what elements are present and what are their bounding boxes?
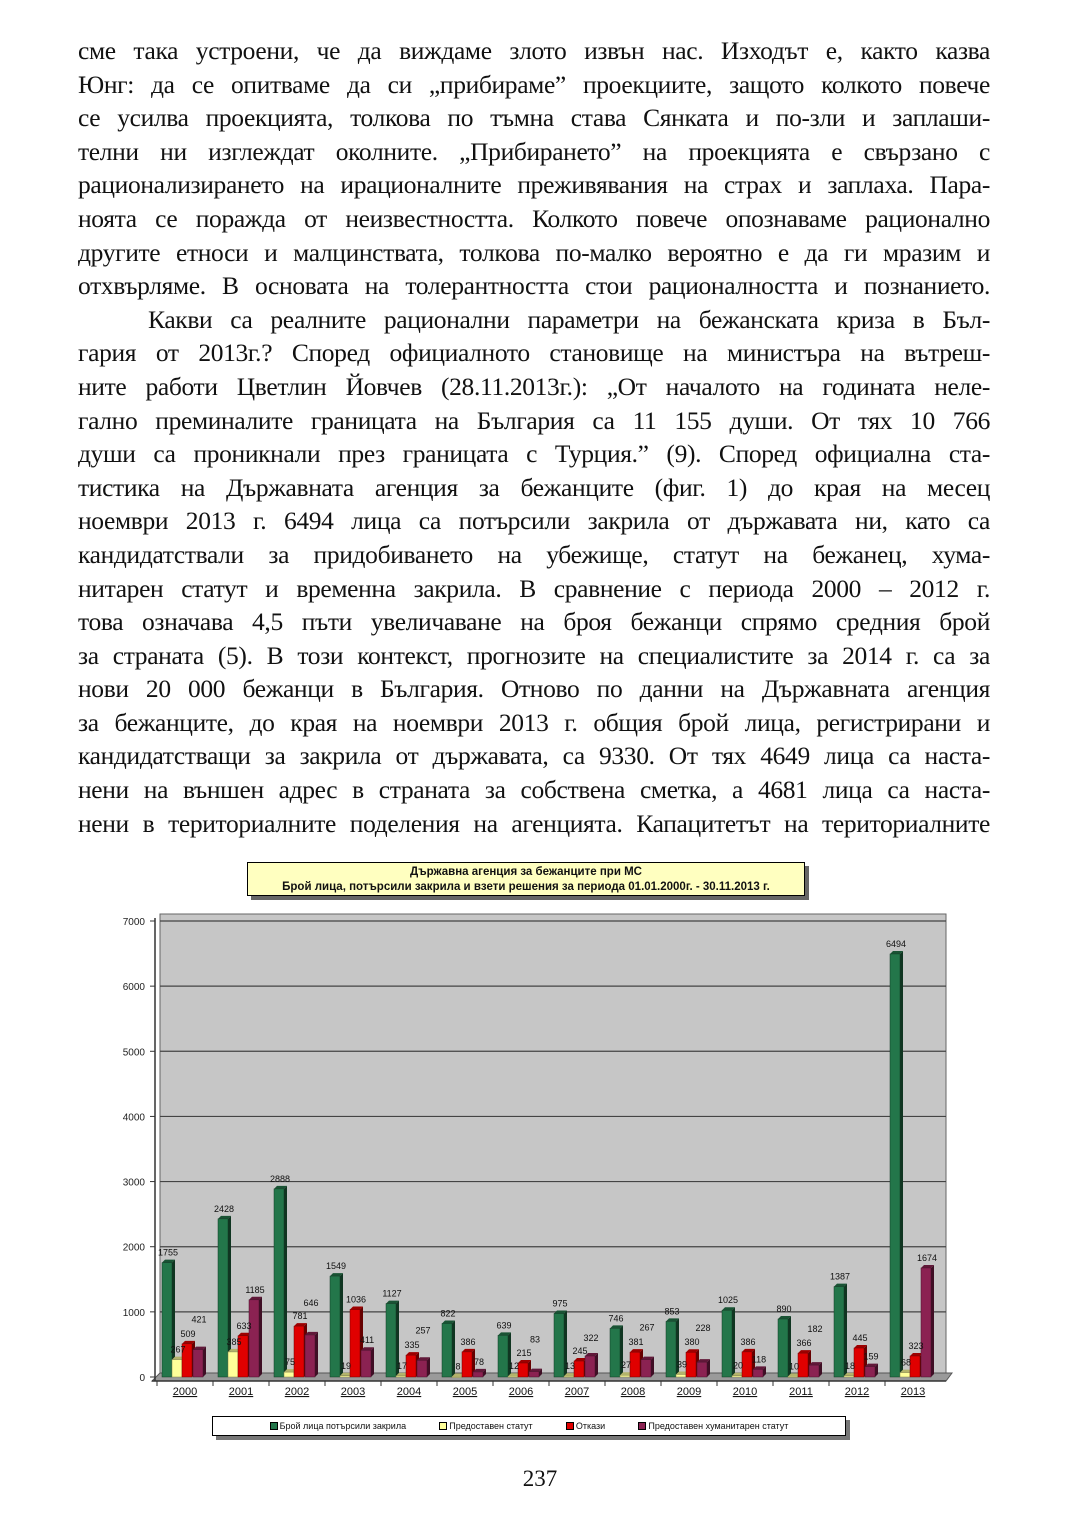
data-label: 78: [473, 1356, 485, 1367]
body-text: [78, 34, 990, 840]
bar: [620, 1375, 630, 1377]
data-label: 267: [639, 1322, 655, 1333]
legend-swatch: [566, 1422, 574, 1430]
bar: [865, 1367, 875, 1377]
x-tick-label: 2013: [900, 1386, 926, 1398]
y-tick-label: 7000: [122, 917, 145, 928]
data-label: 322: [583, 1333, 599, 1344]
data-label: 1387: [829, 1271, 851, 1282]
bar: [452, 1376, 462, 1377]
data-label: 380: [684, 1337, 700, 1348]
bar: [442, 1323, 452, 1377]
legend-item: [566, 1421, 605, 1431]
y-tick-label: 2000: [122, 1242, 145, 1254]
bar: [798, 1353, 808, 1377]
bar: [641, 1360, 651, 1377]
bar: [498, 1335, 508, 1377]
data-label: 75: [284, 1357, 296, 1368]
bar: [834, 1287, 844, 1377]
chart-subtitle: Брой лица, потърсили закрила и взети решения за периода 01.01.2000г. - 30.11.2013 г.: [282, 881, 770, 893]
text-line: сме така устроени, че да виждаме злото извън нас. Изходът е, както казва: [78, 36, 990, 65]
legend-label: Предоставен хуманитарен статут: [648, 1421, 789, 1431]
data-label: 6494: [885, 938, 907, 949]
data-label: 633: [236, 1320, 252, 1331]
x-tick-label: 2012: [844, 1386, 870, 1398]
data-label: 781: [292, 1311, 308, 1322]
text-line: ноември 2013 г. 6494 лица са потърсили закрила от държавата ни, като са: [78, 506, 990, 536]
data-label: 1549: [325, 1261, 347, 1272]
bar: [417, 1360, 427, 1377]
bar-side: [707, 1359, 710, 1377]
data-label: 159: [863, 1351, 879, 1362]
bar: [778, 1319, 788, 1377]
bar-side: [315, 1332, 318, 1377]
data-label: 335: [404, 1340, 420, 1351]
bar: [284, 1372, 294, 1377]
y-tick-label: 4000: [122, 1112, 145, 1124]
bar: [462, 1352, 472, 1377]
text-line: рационализирането на ирационалните преживявания на страх и заплаха. Пара-: [78, 170, 990, 200]
legend-swatch: [638, 1422, 646, 1430]
bar-chart: [0, 900, 1080, 1410]
data-label: 1025: [717, 1295, 739, 1306]
text-line: нови 20 000 бежанци в България. Отново по данни на Държавната агенция: [78, 674, 990, 704]
bar: [753, 1369, 763, 1377]
chart-title-box: [247, 862, 805, 896]
legend-item: [439, 1421, 532, 1431]
data-label: 182: [807, 1324, 823, 1335]
x-tick-label: 2006: [508, 1386, 534, 1398]
y-tick-label: 0: [139, 1373, 145, 1384]
legend-item: [638, 1421, 788, 1431]
data-label: 245: [572, 1346, 588, 1357]
bar: [742, 1352, 752, 1377]
text-line: нени на външен адрес в страната за собствена сметка, а 4681 лица са наста-: [78, 775, 990, 805]
bar: [630, 1352, 640, 1377]
bar: [406, 1355, 416, 1377]
text-line: кандидатствали за придобиването на убежище, статут на бежанец, хума-: [78, 539, 990, 569]
data-label: 228: [695, 1323, 711, 1334]
legend-item: [270, 1421, 406, 1431]
data-label: 257: [415, 1325, 431, 1336]
text-line: отхвърляме. В основата на толерантността стои рационалността и познанието.: [78, 271, 990, 301]
text-line: тистика на Държавната агенция за бежанците (фиг. 1) до края на месец: [78, 472, 990, 502]
data-label: 2428: [213, 1203, 235, 1214]
bar: [890, 954, 900, 1377]
bar-side: [651, 1357, 654, 1377]
data-label: 39: [676, 1359, 688, 1370]
data-label: 1185: [245, 1284, 265, 1295]
bar: [585, 1356, 595, 1377]
chart-floor: [152, 1373, 952, 1381]
bar: [228, 1352, 238, 1377]
bar: [529, 1372, 539, 1377]
data-label: 421: [191, 1314, 207, 1325]
text-line: нени в териториалните поделения на агенцията. Капацитетът на териториалните: [78, 808, 990, 838]
text-line: гария от 2013г.? Според официалното становище на министъра на вътреш-: [78, 338, 990, 368]
x-tick-label: 2004: [396, 1386, 422, 1398]
data-label: 118: [751, 1354, 767, 1365]
data-label: 639: [496, 1320, 512, 1331]
data-label: 13: [564, 1361, 576, 1372]
legend-label: Предоставен статут: [449, 1421, 533, 1431]
bar: [686, 1352, 696, 1377]
bar: [697, 1362, 707, 1377]
data-label: 646: [303, 1297, 319, 1308]
data-label: 746: [608, 1313, 624, 1324]
bar-side: [371, 1347, 374, 1377]
bar: [610, 1328, 620, 1377]
data-label: 1755: [157, 1247, 179, 1258]
bar: [249, 1300, 259, 1377]
data-label: 27: [620, 1360, 632, 1371]
bar: [473, 1372, 483, 1377]
legend-swatch: [439, 1422, 447, 1430]
data-label: 10: [788, 1361, 800, 1372]
data-label: 83: [529, 1334, 541, 1345]
y-tick-label: 6000: [122, 982, 145, 994]
x-tick-label: 2003: [340, 1386, 366, 1398]
bar: [676, 1374, 686, 1377]
data-label: 445: [852, 1333, 868, 1344]
y-tick-label: 3000: [122, 1177, 145, 1189]
data-label: 1036: [345, 1294, 367, 1305]
x-tick-label: 2011: [789, 1386, 813, 1398]
text-line: за страната (5). В този контекст, прогнозите на специалистите за 2014 г. са за: [78, 640, 990, 670]
legend-label: Брой лица потърсили закрила: [279, 1421, 407, 1431]
text-line: телни ни изглеждат околните. „Прибирането” на проекцията е свързано с: [78, 136, 990, 166]
bar: [910, 1356, 920, 1377]
bar: [732, 1376, 742, 1377]
text-line: ните работи Цветлин Йовчев (28.11.2013г.): „От началото на годината неле-: [78, 371, 990, 401]
bar: [274, 1189, 284, 1377]
data-label: 509: [180, 1328, 196, 1339]
text-line: за бежанците, до края на ноември 2013 г. общия брой лица, регистрирани и: [78, 707, 990, 737]
data-label: 385: [226, 1336, 242, 1347]
bar: [340, 1376, 350, 1377]
bar: [396, 1376, 406, 1377]
data-label: 12: [508, 1361, 520, 1372]
bar: [361, 1350, 371, 1377]
data-label: 822: [440, 1308, 456, 1319]
text-line: ноята се поражда от неизвестността. Колкото повече опознаваме рационално: [78, 203, 990, 233]
data-label: 19: [340, 1360, 352, 1371]
x-tick-label: 2005: [452, 1386, 478, 1398]
data-label: 68: [900, 1357, 912, 1368]
bar: [193, 1350, 203, 1377]
data-label: 381: [628, 1337, 644, 1348]
x-tick-label: 2000: [172, 1386, 198, 1398]
data-label: 890: [776, 1304, 792, 1315]
data-label: 366: [796, 1338, 812, 1349]
bar: [294, 1326, 304, 1377]
data-label: 386: [740, 1336, 756, 1347]
data-label: 411: [359, 1335, 375, 1346]
bar: [574, 1361, 584, 1377]
data-label: 267: [170, 1344, 186, 1355]
bar: [722, 1310, 732, 1377]
bar-side: [203, 1347, 206, 1377]
bar-side: [427, 1357, 430, 1377]
data-label: 8: [455, 1361, 461, 1372]
bar: [564, 1376, 574, 1377]
bar: [172, 1360, 182, 1377]
bar: [518, 1363, 528, 1377]
data-label: 215: [516, 1347, 532, 1358]
bar: [921, 1268, 931, 1377]
chart-legend: [212, 1416, 846, 1436]
data-label: 2888: [269, 1173, 291, 1184]
x-tick-label: 2009: [676, 1386, 702, 1398]
text-line: се усилва проекцията, толкова по тъмна става Сянката и по-зли и заплаши-: [78, 103, 990, 133]
bar: [350, 1310, 360, 1377]
bar-side: [900, 951, 903, 1377]
data-label: 1127: [382, 1288, 402, 1299]
bar: [330, 1276, 340, 1377]
chart-title: Държавна агенция за бежанците при МС: [410, 866, 642, 878]
legend-swatch: [270, 1422, 278, 1430]
text-line: нитарен статут и временна закрила. В сравнение с периода 2000 – 2012 г.: [78, 573, 990, 603]
data-label: 853: [664, 1306, 680, 1317]
bar: [162, 1263, 172, 1377]
y-tick-label: 5000: [122, 1047, 145, 1059]
x-tick-label: 2010: [732, 1386, 758, 1398]
bar-side: [595, 1353, 598, 1377]
text-line: това означава 4,5 пъти увеличаване на броя бежанци спрямо средния брой: [78, 607, 990, 637]
x-tick-label: 2001: [228, 1386, 254, 1398]
data-label: 975: [552, 1298, 568, 1309]
page-number: 237: [522, 1466, 558, 1491]
x-tick-label: 2008: [620, 1386, 646, 1398]
legend-label: Откази: [575, 1421, 606, 1431]
data-label: 1674: [916, 1252, 938, 1263]
text-line: гално преминалите границата на България са 11 155 души. От тях 10 766: [78, 405, 990, 435]
y-tick-label: 1000: [122, 1307, 145, 1319]
bar: [305, 1335, 315, 1377]
text-line: души са проникнали през границата с Турция.” (9). Според официална ста-: [78, 439, 990, 469]
text-line: Юнг: да се опитваме да си „прибираме” проекциите, защото колкото повече: [78, 69, 990, 99]
data-label: 20: [732, 1360, 744, 1371]
text-line: кандидатстващи за закрила от държавата, са 9330. От тях 4649 лица са наста-: [78, 741, 990, 771]
bar-side: [931, 1265, 934, 1377]
bar: [218, 1219, 228, 1377]
data-label: 18: [844, 1360, 856, 1371]
bar: [788, 1376, 798, 1377]
bar: [666, 1321, 676, 1377]
text-line: Какви са реалните рационални параметри на бежанската криза в Бъл-: [148, 304, 990, 334]
bar-side: [259, 1297, 262, 1377]
data-label: 17: [396, 1360, 408, 1371]
text-line: другите етноси и малцинствата, толкова по-малко вероятно е да ги мразим и: [78, 237, 990, 267]
bar-side: [284, 1186, 287, 1377]
x-tick-label: 2002: [284, 1386, 310, 1398]
x-tick-label: 2007: [564, 1386, 590, 1398]
bar: [809, 1365, 819, 1377]
bar: [900, 1373, 910, 1377]
bar: [554, 1313, 564, 1377]
data-label: 323: [908, 1340, 924, 1351]
data-label: 386: [460, 1336, 476, 1347]
bar: [508, 1376, 518, 1377]
bar: [386, 1304, 396, 1377]
bar: [844, 1376, 854, 1377]
